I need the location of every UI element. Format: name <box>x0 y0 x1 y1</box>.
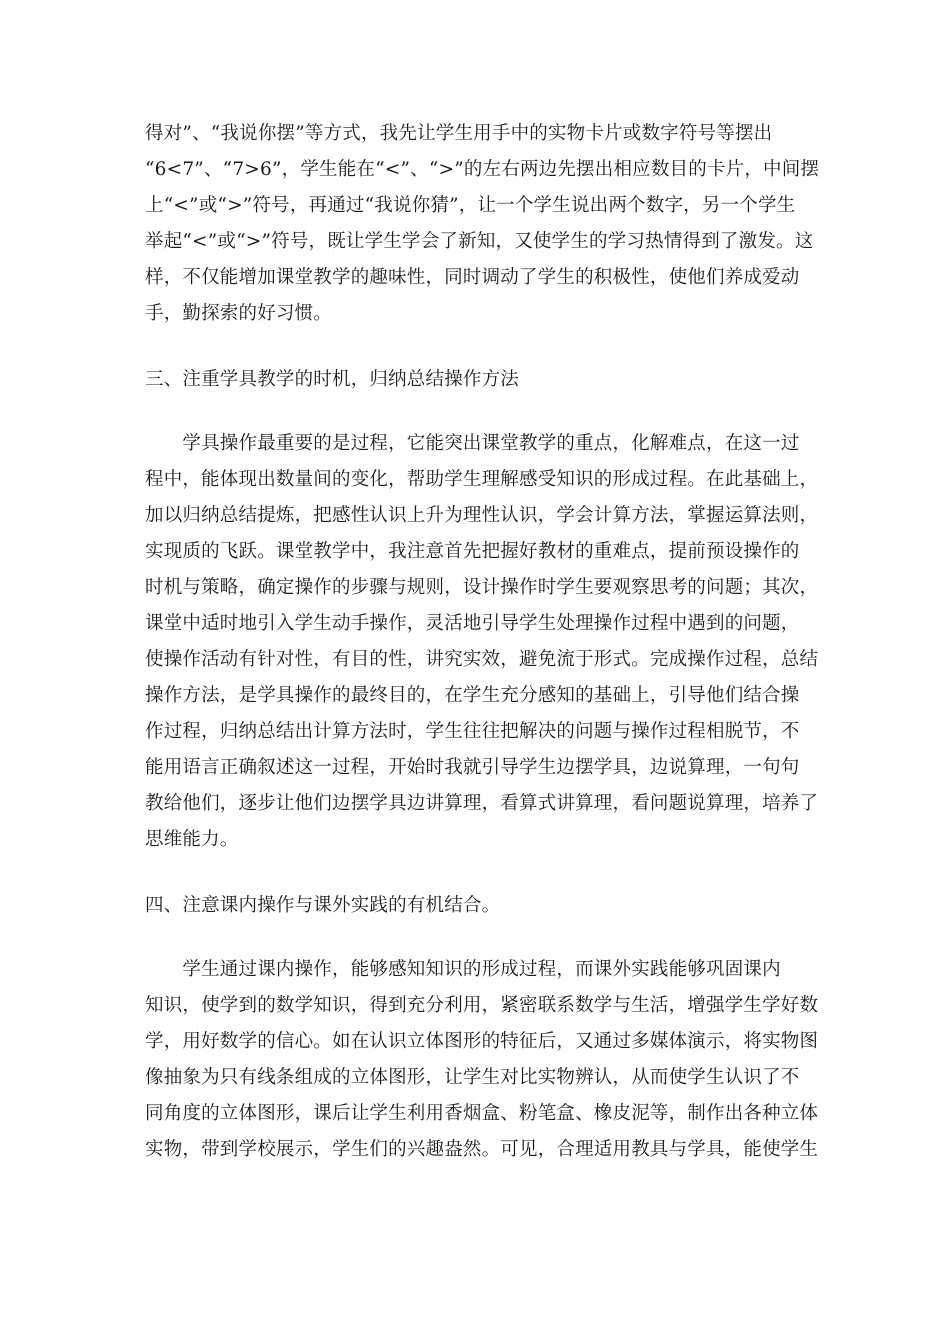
paragraph-line: 样，不仅能增加课堂教学的趣味性，同时调动了学生的积极性，使他们养成爱动 <box>145 267 800 288</box>
paragraph-line: 思维能力。 <box>145 829 239 850</box>
paragraph-3 <box>145 952 819 1168</box>
paragraph-line: 课堂中适时地引入学生动手操作，灵活地引导学生处理操作过程中遇到的问题， <box>145 613 800 634</box>
paragraph-line: 实物，带到学校展示，学生们的兴趣盎然。可见，合理适用教具与学具，能使学生 <box>145 1139 819 1160</box>
paragraph-line: 同角度的立体图形，课后让学生利用香烟盒、粉笔盒、橡皮泥等，制作出各种立体 <box>145 1103 819 1124</box>
paragraph-line: 作过程，归纳总结出计算方法时，学生往往把解决的问题与操作过程相脱节，不 <box>145 721 800 742</box>
document-page <box>145 116 820 1168</box>
paragraph-line: 教给他们，逐步让他们边摆学具边讲算理，看算式讲算理，看问题说算理，培养了 <box>145 793 819 814</box>
paragraph-line: “6<7”、“7>6”，学生能在“<”、“>”的左右两边先摆出相应数目的卡片，中间摆 <box>145 159 820 180</box>
paragraph-line: 知识，使学到的数学知识，得到充分利用，紧密联系数学与生活，增强学生学好数 <box>145 995 819 1016</box>
paragraph-line: 使操作活动有针对性，有目的性，讲究实效，避免流于形式。完成操作过程，总结 <box>145 649 819 670</box>
paragraph-line: 举起“<”或“>”符号，既让学生学会了新知，又使学生的学习热情得到了激发。这 <box>145 231 814 252</box>
paragraph-line: 加以归纳总结提炼，把感性认识上升为理性认识，学会计算方法，掌握运算法则， <box>145 505 819 526</box>
paragraph-line: 能用语言正确叙述这一过程，开始时我就引导学生边摆学具，边说算理，一句句 <box>145 757 800 778</box>
paragraph-1 <box>145 116 820 332</box>
paragraph-2 <box>145 426 819 858</box>
section-heading-4: 四、注意课内操作与课外实践的有机结合。 <box>145 895 501 916</box>
paragraph-line: 手，勤探索的好习惯。 <box>145 303 333 324</box>
section-heading-3: 三、注重学具教学的时机，归纳总结操作方法 <box>145 369 520 390</box>
paragraph-line: 实现质的飞跃。课堂教学中，我注意首先把握好教材的重难点，提前预设操作的 <box>145 541 800 562</box>
paragraph-line: 学具操作最重要的是过程，它能突出课堂教学的重点，化解难点，在这一过 <box>145 433 800 454</box>
paragraph-line: 上“<”或“>”符号，再通过“我说你猜”，让一个学生说出两个数字，另一个学生 <box>145 195 796 216</box>
paragraph-line: 学生通过课内操作，能够感知知识的形成过程，而课外实践能够巩固课内 <box>145 959 781 980</box>
paragraph-line: 像抽象为只有线条组成的立体图形，让学生对比实物辨认，从而使学生认识了不 <box>145 1067 800 1088</box>
paragraph-line: 学，用好数学的信心。如在认识立体图形的特征后，又通过多媒体演示，将实物图 <box>145 1031 819 1052</box>
paragraph-line: 时机与策略，确定操作的步骤与规则，设计操作时学生要观察思考的问题；其次， <box>145 577 819 598</box>
paragraph-line: 操作方法，是学具操作的最终目的，在学生充分感知的基础上，引导他们结合操 <box>145 685 800 706</box>
paragraph-line: 程中，能体现出数量间的变化，帮助学生理解感受知识的形成过程。在此基础上， <box>145 469 819 490</box>
paragraph-line: 得对”、“我说你摆”等方式，我先让学生用手中的实物卡片或数字符号等摆出 <box>145 123 773 144</box>
